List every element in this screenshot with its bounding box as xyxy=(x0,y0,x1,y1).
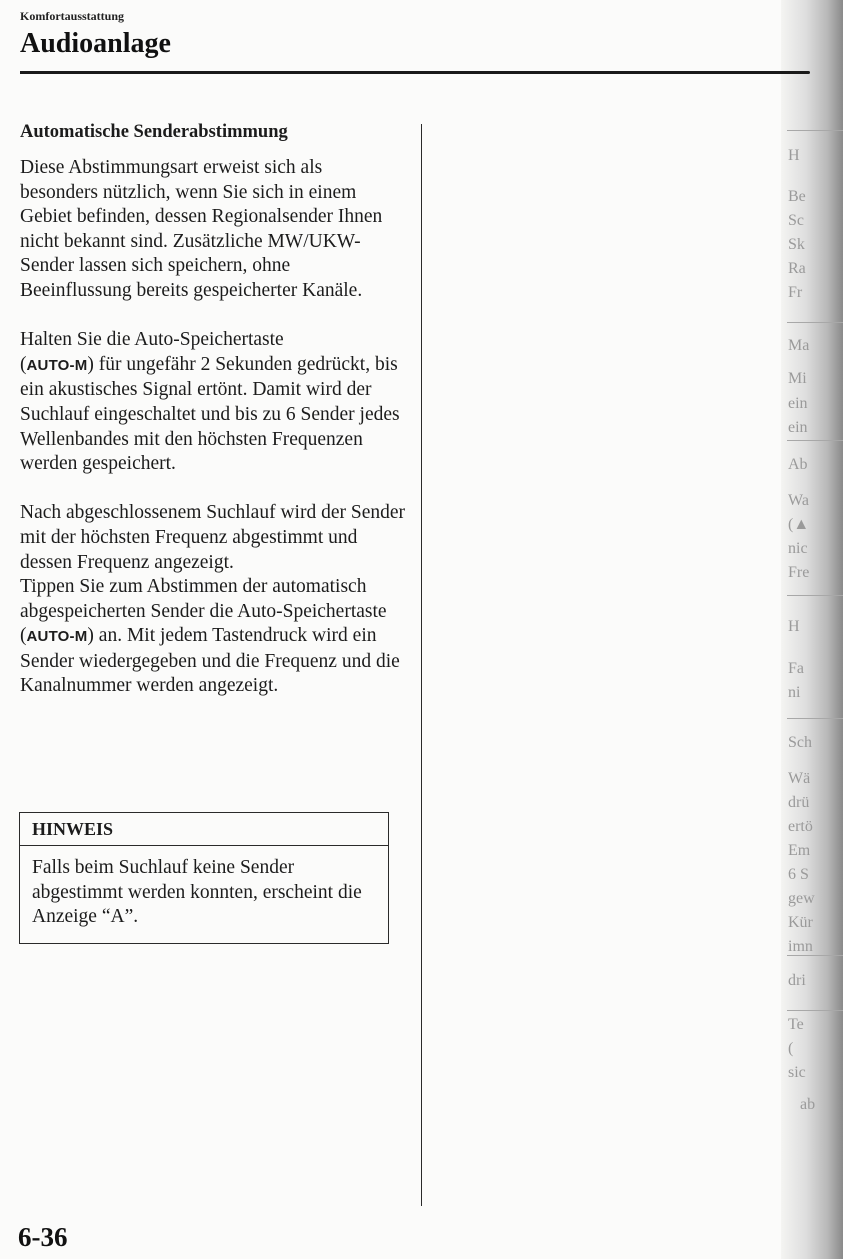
next-page-fragment: Kür xyxy=(788,914,813,931)
next-page-fragment: Te xyxy=(788,1016,804,1033)
section-heading: Automatische Senderabstimmung xyxy=(20,122,288,142)
next-page-fragment: imn xyxy=(788,938,813,955)
next-page-fragment: Mi xyxy=(788,370,807,387)
next-page-fragment: Sc xyxy=(788,212,804,229)
paragraph-text: ) an. Mit jedem Tastendruck wird ein Sender wiedergegeben und die Frequenz und die Kanalnummer werden angezeigt. xyxy=(20,625,400,697)
next-page-fragment: Fa xyxy=(788,660,804,677)
page-number: 6-36 xyxy=(18,1222,68,1252)
next-page-fragment: (▲ xyxy=(788,516,810,533)
paragraph-text: ) für ungefähr 2 Sekunden xyxy=(87,353,293,375)
next-page-fragment: ein xyxy=(788,395,808,412)
next-page-fragment: ab xyxy=(800,1096,816,1113)
next-page-fragment: Fre xyxy=(788,564,810,581)
next-page-fragment: drü xyxy=(788,794,810,811)
note-heading: HINWEIS xyxy=(20,813,388,846)
next-page-fragment: sic xyxy=(788,1064,806,1081)
paragraph-text: gedrückt, bis ein akustisches Signal ertönt. Damit wird der Suchlauf eingeschaltet und bis zu 6 Sender jedes Wellenbandes mit den höchsten Frequenzen werden gespeichert. xyxy=(20,353,400,475)
auto-store-paragraph xyxy=(20,328,405,477)
section-label: Komfortausstattung xyxy=(20,9,124,23)
paragraph-text: ( xyxy=(20,353,27,375)
next-page-fragment: ertö xyxy=(788,818,813,835)
next-page-fragment: 6 S xyxy=(788,866,809,883)
note-box xyxy=(19,812,389,944)
next-page-fragment: Sch xyxy=(788,734,812,751)
next-page-fragment: nic xyxy=(788,540,808,557)
next-page-fragment: dri xyxy=(788,972,806,989)
next-page-fragment: ein xyxy=(788,419,808,436)
next-page-fragment: ( xyxy=(788,1040,794,1057)
next-page-rule xyxy=(787,595,843,596)
next-page-fragment: Wä xyxy=(788,770,811,787)
next-page-fragment: ni xyxy=(788,684,801,701)
paragraph-text: Tippen Sie zum Abstimmen der automatisch abgespeicherten Sender die Auto-Speichertaste ( xyxy=(20,576,387,647)
note-text: Falls beim Suchlauf keine Sender abgestimmt werden konnten, erscheint die Anzeige “A”. xyxy=(32,857,362,928)
next-page-fragment: Ab xyxy=(788,456,808,473)
intro-paragraph: Diese Abstimmungsart erweist sich als besonders nützlich, wenn Sie sich in einem Gebiet befinden, dessen Regionalsender Ihnen nicht bekannt sind. Zusätzliche MW/UKW-Sender lassen sich speichern, ohne Beeinflussung bereits gespeicherter Kanäle. xyxy=(20,157,383,301)
next-page-fragment: H xyxy=(788,147,800,164)
next-page-fragment: Be xyxy=(788,188,806,205)
left-column xyxy=(20,118,405,699)
next-page-fragment: Em xyxy=(788,842,811,859)
column-divider xyxy=(421,124,422,1206)
auto-m-key-label: AUTO-M xyxy=(26,356,88,374)
next-page-rule xyxy=(787,322,843,323)
next-page-fragment: H xyxy=(788,618,800,635)
next-page-fragment: Sk xyxy=(788,236,805,253)
auto-m-key-label: AUTO-M xyxy=(26,628,88,646)
next-page-rule xyxy=(787,440,843,441)
next-page-fragment: Ma xyxy=(788,337,810,354)
page-title: Audioanlage xyxy=(20,28,171,59)
header-rule xyxy=(20,71,810,74)
tap-paragraph xyxy=(20,575,405,699)
next-page-rule xyxy=(787,130,843,131)
paragraph-text: Halten Sie die Auto-Speichertaste xyxy=(20,329,284,351)
next-page-fragment: gew xyxy=(788,890,815,907)
next-page-fragment: Wa xyxy=(788,492,809,509)
next-page-fragment: Fr xyxy=(788,284,803,301)
next-page-rule xyxy=(787,718,843,719)
after-search-paragraph: Nach abgeschlossenem Suchlauf wird der Sender mit der höchsten Frequenz abgestimmt und dessen Frequenz angezeigt. xyxy=(20,502,406,573)
next-page-rule xyxy=(787,1010,843,1011)
next-page-fragment: Ra xyxy=(788,260,806,277)
